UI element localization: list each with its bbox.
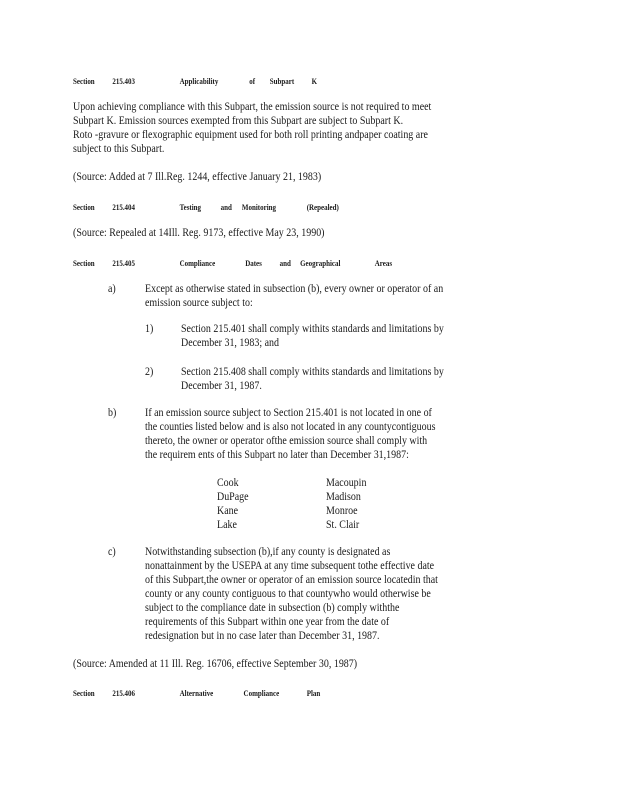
- county-name: Cook: [217, 476, 239, 489]
- paragraph-403: [73, 100, 431, 156]
- text-line: Subpart K. Emission sources exempted from this Subpart are subject to Subpart K.: [73, 114, 404, 127]
- item-a-text: [145, 282, 443, 310]
- text-line: nonattainment by the USEPA at any time subsequent tothe effective date: [145, 559, 435, 572]
- source-note-405: (Source: Amended at 11 Ill. Reg. 16706, effective September 30, 1987): [73, 657, 358, 670]
- text-line: the counties listed below and is also not located in any countycontiguous: [145, 420, 436, 433]
- county-name: DuPage: [217, 490, 249, 503]
- source-note-403: (Source: Added at 7 Ill.Reg. 1244, effective January 21, 1983): [73, 170, 322, 183]
- section-title-word: Monitoring: [241, 202, 277, 212]
- section-number: 215.403: [112, 76, 136, 86]
- section-title-word: Plan: [306, 688, 321, 698]
- county-name: Monroe: [326, 504, 358, 517]
- section-title-word: (Repealed): [306, 202, 339, 212]
- subitem-label-2: 2): [145, 365, 154, 378]
- section-title-word: and: [279, 258, 291, 268]
- text-line: emission source subject to:: [145, 296, 253, 309]
- section-label: Section: [73, 76, 95, 86]
- section-number: 215.405: [112, 258, 136, 268]
- section-title-word: Compliance: [179, 258, 216, 268]
- text-line: redesignation but in no case later than December 31, 1987.: [145, 629, 380, 642]
- item-b-text: [145, 406, 435, 462]
- text-line: thereto, the owner or operator ofthe emission source shall comply with: [145, 434, 428, 447]
- county-list-right: [326, 476, 366, 532]
- text-line: of this Subpart,the owner or operator of an emission source locatedin that: [145, 573, 438, 586]
- section-title-word: and: [220, 202, 232, 212]
- text-line: the requirem ents of this Subpart no later than December 31,1987:: [145, 448, 409, 461]
- section-title-word: of: [249, 76, 256, 86]
- section-number: 215.404: [112, 202, 136, 212]
- source-note-404: (Source: Repealed at 14Ill. Reg. 9173, effective May 23, 1990): [73, 226, 325, 239]
- item-label-c: c): [108, 545, 116, 558]
- text-line: requirements of this Subpart within one year from the date of: [145, 615, 390, 628]
- text-line: Notwithstanding subsection (b),if any county is designated as: [145, 545, 391, 558]
- text-line: Roto -gravure or flexographic equipment used for both roll printing andpaper coating are: [73, 128, 428, 141]
- text-line: Section 215.401 shall comply withits standards and limitations by: [181, 322, 444, 335]
- section-title-word: Geographical: [300, 258, 341, 268]
- county-name: Kane: [217, 504, 239, 517]
- section-label: Section: [73, 258, 95, 268]
- text-line: subject to this Subpart.: [73, 142, 165, 155]
- county-name: Macoupin: [326, 476, 367, 489]
- item-label-a: a): [108, 282, 116, 295]
- text-line: December 31, 1987.: [181, 379, 262, 392]
- text-line: subject to the compliance date in subsection (b) comply withthe: [145, 601, 400, 614]
- text-line: Upon achieving compliance with this Subpart, the emission source is not required to meet: [73, 100, 432, 113]
- section-title-word: Compliance: [243, 688, 280, 698]
- text-line: Except as otherwise stated in subsection (b), every owner or operator of an: [145, 282, 444, 295]
- section-title-word: Areas: [374, 258, 393, 268]
- text-line: Section 215.408 shall comply withits standards and limitations by: [181, 365, 444, 378]
- section-number: 215.406: [112, 688, 136, 698]
- text-line: If an emission source subject to Section 215.401 is not located in one of: [145, 406, 432, 419]
- section-title-word: K: [311, 76, 318, 86]
- section-title-word: Applicability: [179, 76, 219, 86]
- county-name: Lake: [217, 518, 237, 531]
- item-c-text: [145, 545, 438, 643]
- section-title-word: Subpart: [269, 76, 295, 86]
- section-label: Section: [73, 202, 95, 212]
- item-label-b: b): [108, 406, 117, 419]
- subitem-2-text: [181, 365, 444, 393]
- section-title-word: Testing: [179, 202, 202, 212]
- county-name: Madison: [326, 490, 361, 503]
- text-line: county or any county contiguous to that countywho would otherwise be: [145, 587, 431, 600]
- subitem-1-text: [181, 322, 444, 350]
- section-label: Section: [73, 688, 95, 698]
- section-title-word: Alternative: [179, 688, 214, 698]
- county-name: St. Clair: [326, 518, 360, 531]
- county-list-left: [217, 476, 249, 532]
- subitem-label-1: 1): [145, 322, 154, 335]
- section-title-word: Dates: [245, 258, 262, 268]
- text-line: December 31, 1983; and: [181, 336, 280, 349]
